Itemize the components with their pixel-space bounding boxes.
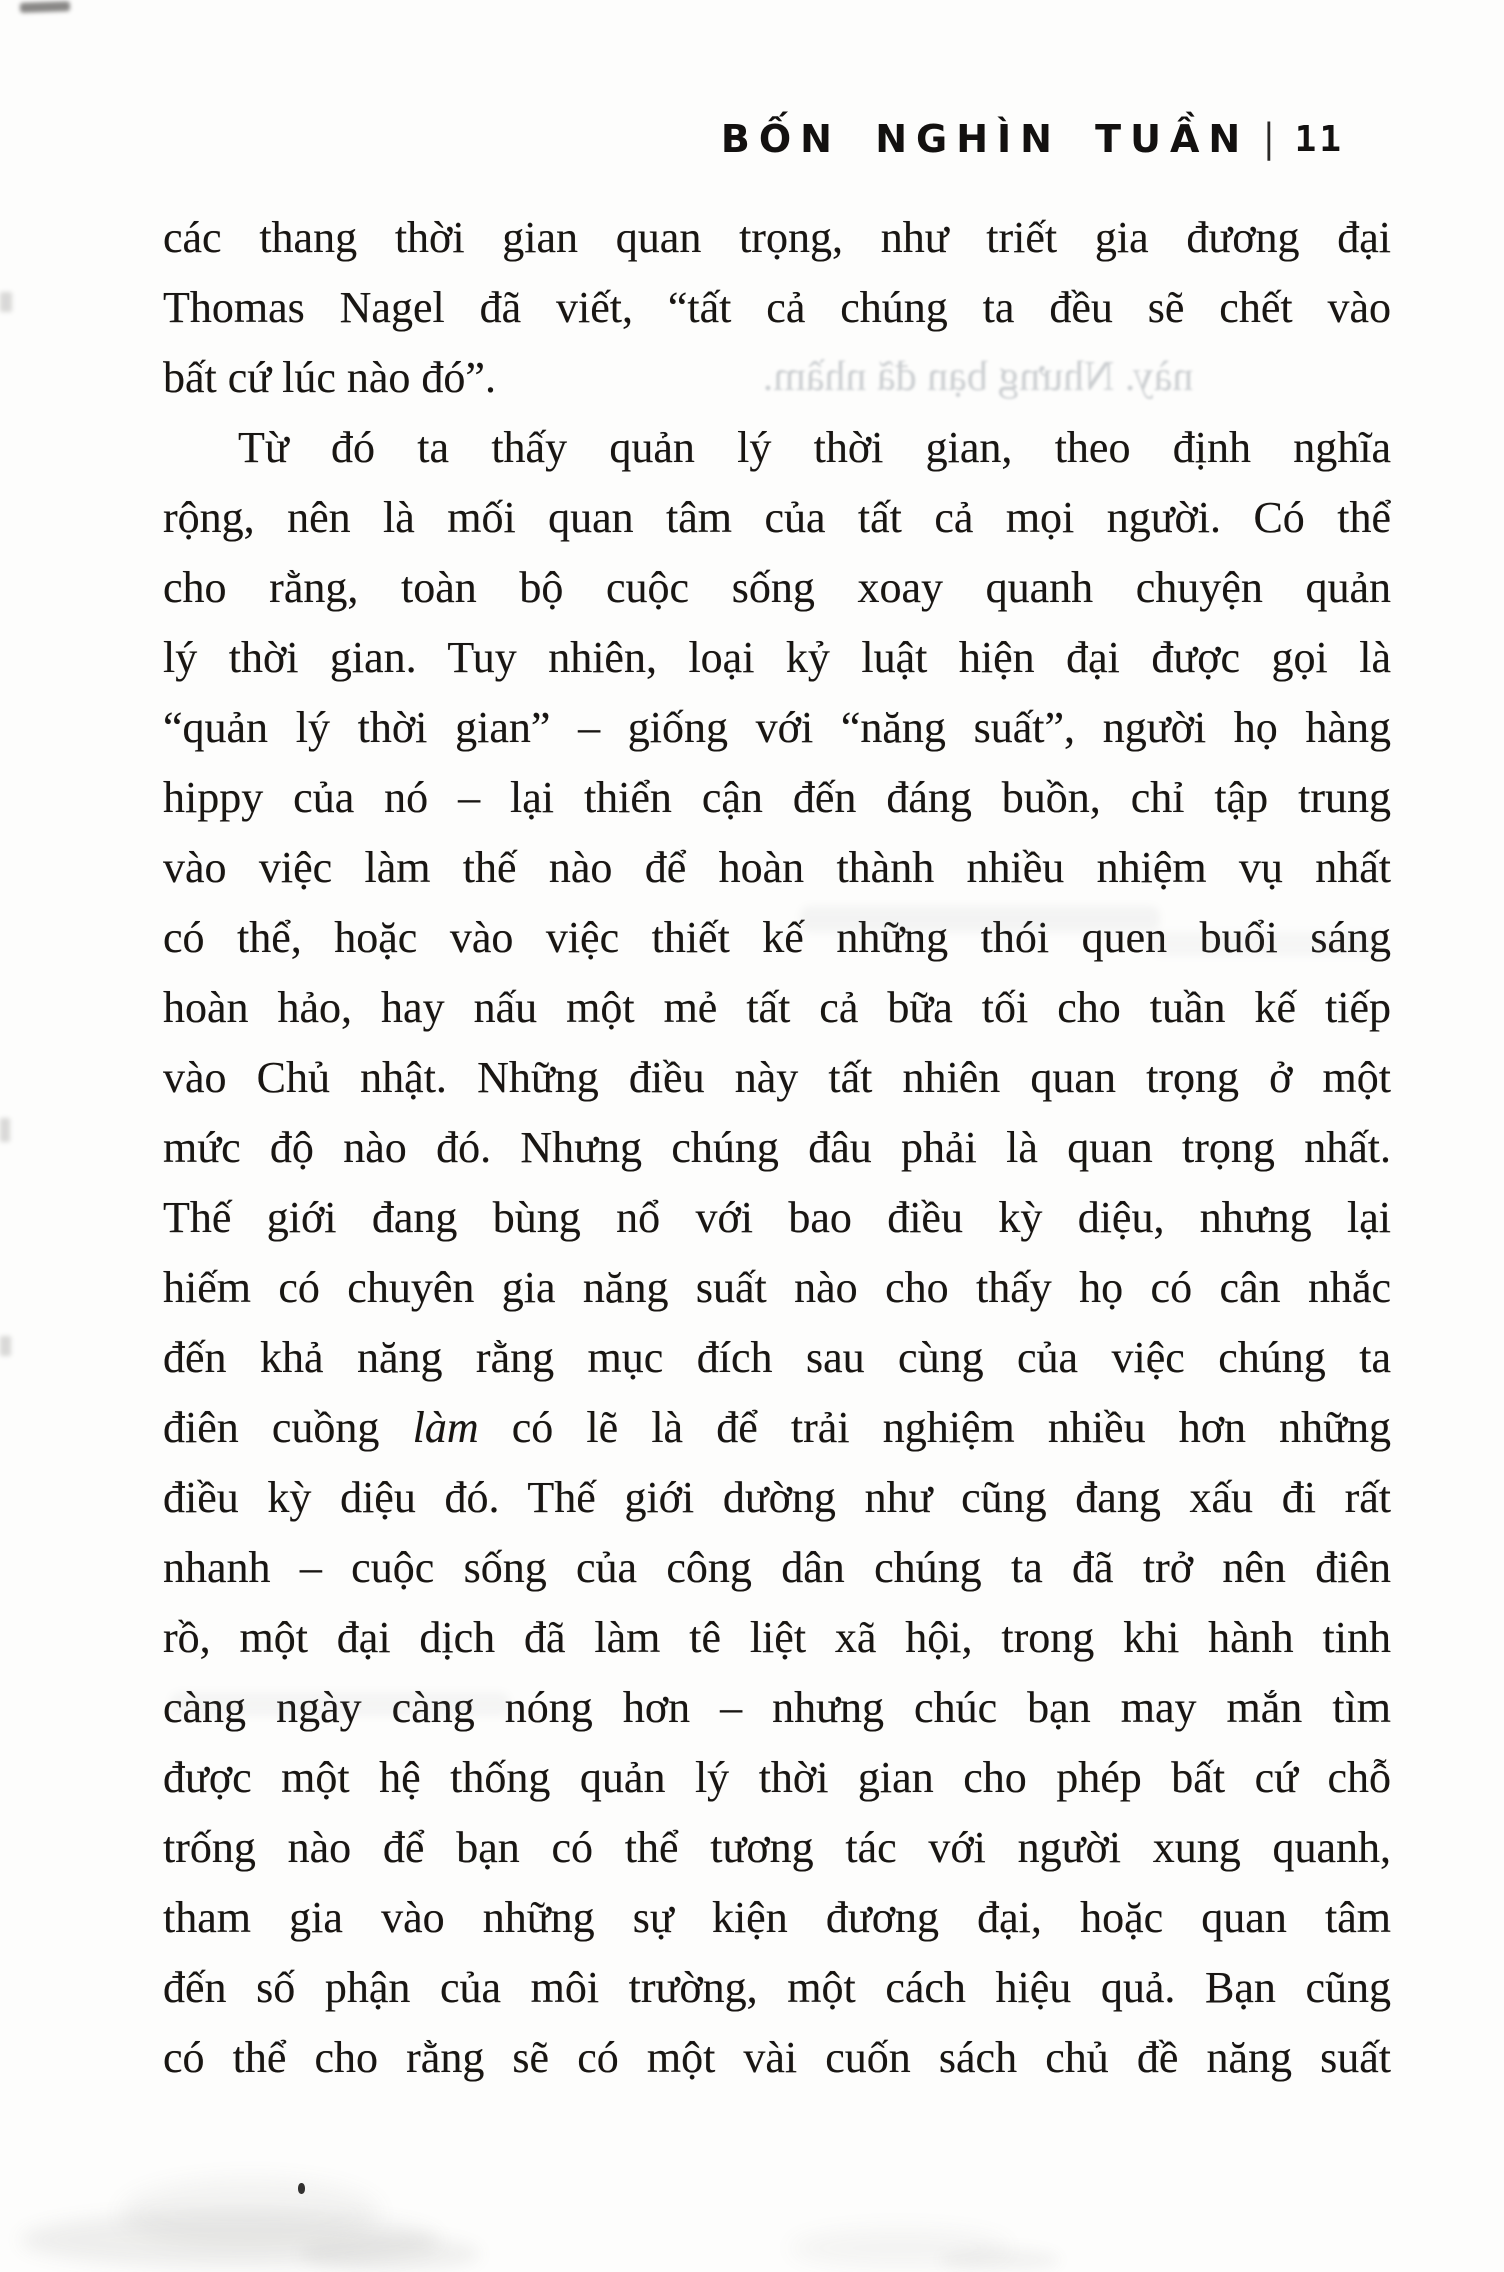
text-segment: điều kỳ diệu đó. Thế giới dường như cũng đang xấu đi rất bbox=[163, 1473, 1391, 1522]
text-line bbox=[163, 413, 1391, 483]
text-segment: các thang thời gian quan trọng, như triết gia đương đại bbox=[163, 213, 1391, 262]
text-line bbox=[163, 273, 1391, 343]
text-line bbox=[163, 833, 1391, 903]
scan-noise-bottom bbox=[120, 2178, 380, 2248]
text-segment: Thế giới đang bùng nổ với bao điều kỳ diệu, nhưng lại bbox=[163, 1193, 1391, 1242]
text-line bbox=[163, 1113, 1391, 1183]
text-line bbox=[163, 903, 1391, 973]
text-segment: rồ, một đại dịch đã làm tê liệt xã hội, trong khi hành tinh bbox=[163, 1613, 1391, 1662]
text-line bbox=[163, 763, 1391, 833]
text-segment: hoàn hảo, hay nấu một mẻ tất cả bữa tối cho tuần kế tiếp bbox=[163, 983, 1391, 1032]
text-line bbox=[163, 1603, 1391, 1673]
text-segment: đến khả năng rằng mục đích sau cùng của việc chúng ta bbox=[163, 1333, 1391, 1382]
scan-noise-bottom bbox=[300, 2236, 480, 2272]
text-line bbox=[163, 1393, 1391, 1463]
body-text bbox=[163, 203, 1391, 2093]
page-number: 11 bbox=[1294, 118, 1344, 160]
text-segment: lý thời gian. Tuy nhiên, loại kỷ luật hiện đại được gọi là bbox=[163, 633, 1391, 682]
text-segment: càng ngày càng nóng hơn – nhưng chúc bạn may mắn tìm bbox=[163, 1683, 1391, 1732]
text-line bbox=[163, 693, 1391, 763]
italic-word: làm bbox=[412, 1403, 479, 1452]
running-head bbox=[721, 112, 1344, 166]
text-segment: được một hệ thống quản lý thời gian cho phép bất cứ chỗ bbox=[163, 1753, 1391, 1802]
scan-edge-mark bbox=[0, 292, 12, 312]
text-line bbox=[163, 483, 1391, 553]
scan-noise-bottom bbox=[940, 2248, 1060, 2272]
text-line bbox=[163, 553, 1391, 623]
text-line bbox=[163, 1953, 1391, 2023]
book-title: BỐN NGHÌN TUẦN bbox=[720, 117, 1250, 161]
text-segment: trống nào để bạn có thể tương tác với người xung quanh, bbox=[163, 1823, 1391, 1872]
text-line bbox=[163, 973, 1391, 1043]
text-segment: có thể, hoặc vào việc thiết kế những thói quen buổi sáng bbox=[163, 913, 1391, 962]
text-line bbox=[163, 203, 1391, 273]
text-segment: rộng, nên là mối quan tâm của tất cả mọi người. Có thể bbox=[163, 493, 1391, 542]
text-segment: bất cứ lúc nào đó”. bbox=[163, 353, 496, 402]
text-segment: vào Chủ nhật. Những điều này tất nhiên quan trọng ở một bbox=[163, 1053, 1391, 1102]
text-segment: mức độ nào đó. Nhưng chúng đâu phải là quan trọng nhất. bbox=[163, 1123, 1391, 1172]
text-segment: đến số phận của môi trường, một cách hiệu quả. Bạn cũng bbox=[163, 1963, 1391, 2012]
ink-speck bbox=[298, 2183, 305, 2194]
header-separator-bar: | bbox=[1263, 116, 1275, 162]
text-segment: điên cuồng bbox=[163, 1403, 413, 1452]
text-segment: có thể cho rằng sẽ có một vài cuốn sách chủ đề năng suất bbox=[163, 2033, 1391, 2082]
text-line bbox=[163, 1883, 1391, 1953]
scan-noise-bottom bbox=[790, 2228, 1010, 2268]
text-line bbox=[163, 1183, 1391, 1253]
scan-edge-mark bbox=[0, 1118, 10, 1142]
text-line bbox=[163, 1043, 1391, 1113]
text-segment: Từ đó ta thấy quản lý thời gian, theo định nghĩa bbox=[238, 423, 1391, 472]
text-line bbox=[163, 1533, 1391, 1603]
text-line bbox=[163, 623, 1391, 693]
text-line bbox=[163, 1253, 1391, 1323]
text-line bbox=[163, 2023, 1391, 2093]
scan-smudge-top-left bbox=[20, 1, 70, 13]
bleed-through-text: này. Nhưng bạn đã nhầm. bbox=[762, 354, 1194, 400]
text-segment: hiếm có chuyên gia năng suất nào cho thấy họ có cân nhắc bbox=[163, 1263, 1391, 1312]
scan-noise-bottom bbox=[20, 2212, 440, 2268]
text-line bbox=[163, 1813, 1391, 1883]
text-segment: nhanh – cuộc sống của công dân chúng ta đã trở nên điên bbox=[163, 1543, 1391, 1592]
text-line bbox=[163, 1323, 1391, 1393]
scan-edge-mark bbox=[0, 1336, 11, 1356]
text-segment: có lẽ là để trải nghiệm nhiều hơn những bbox=[478, 1403, 1391, 1452]
text-line bbox=[163, 1673, 1391, 1743]
text-segment: Thomas Nagel đã viết, “tất cả chúng ta đều sẽ chết vào bbox=[163, 283, 1391, 332]
text-segment: “quản lý thời gian” – giống với “năng suất”, người họ hàng bbox=[163, 703, 1391, 752]
text-segment: tham gia vào những sự kiện đương đại, hoặc quan tâm bbox=[163, 1893, 1391, 1942]
text-segment: hippy của nó – lại thiển cận đến đáng buồn, chỉ tập trung bbox=[163, 773, 1391, 822]
text-line bbox=[163, 1743, 1391, 1813]
text-line bbox=[163, 1463, 1391, 1533]
text-segment: vào việc làm thế nào để hoàn thành nhiều nhiệm vụ nhất bbox=[163, 843, 1391, 892]
text-segment: cho rằng, toàn bộ cuộc sống xoay quanh chuyện quản bbox=[163, 563, 1391, 612]
text-line bbox=[163, 343, 1391, 413]
